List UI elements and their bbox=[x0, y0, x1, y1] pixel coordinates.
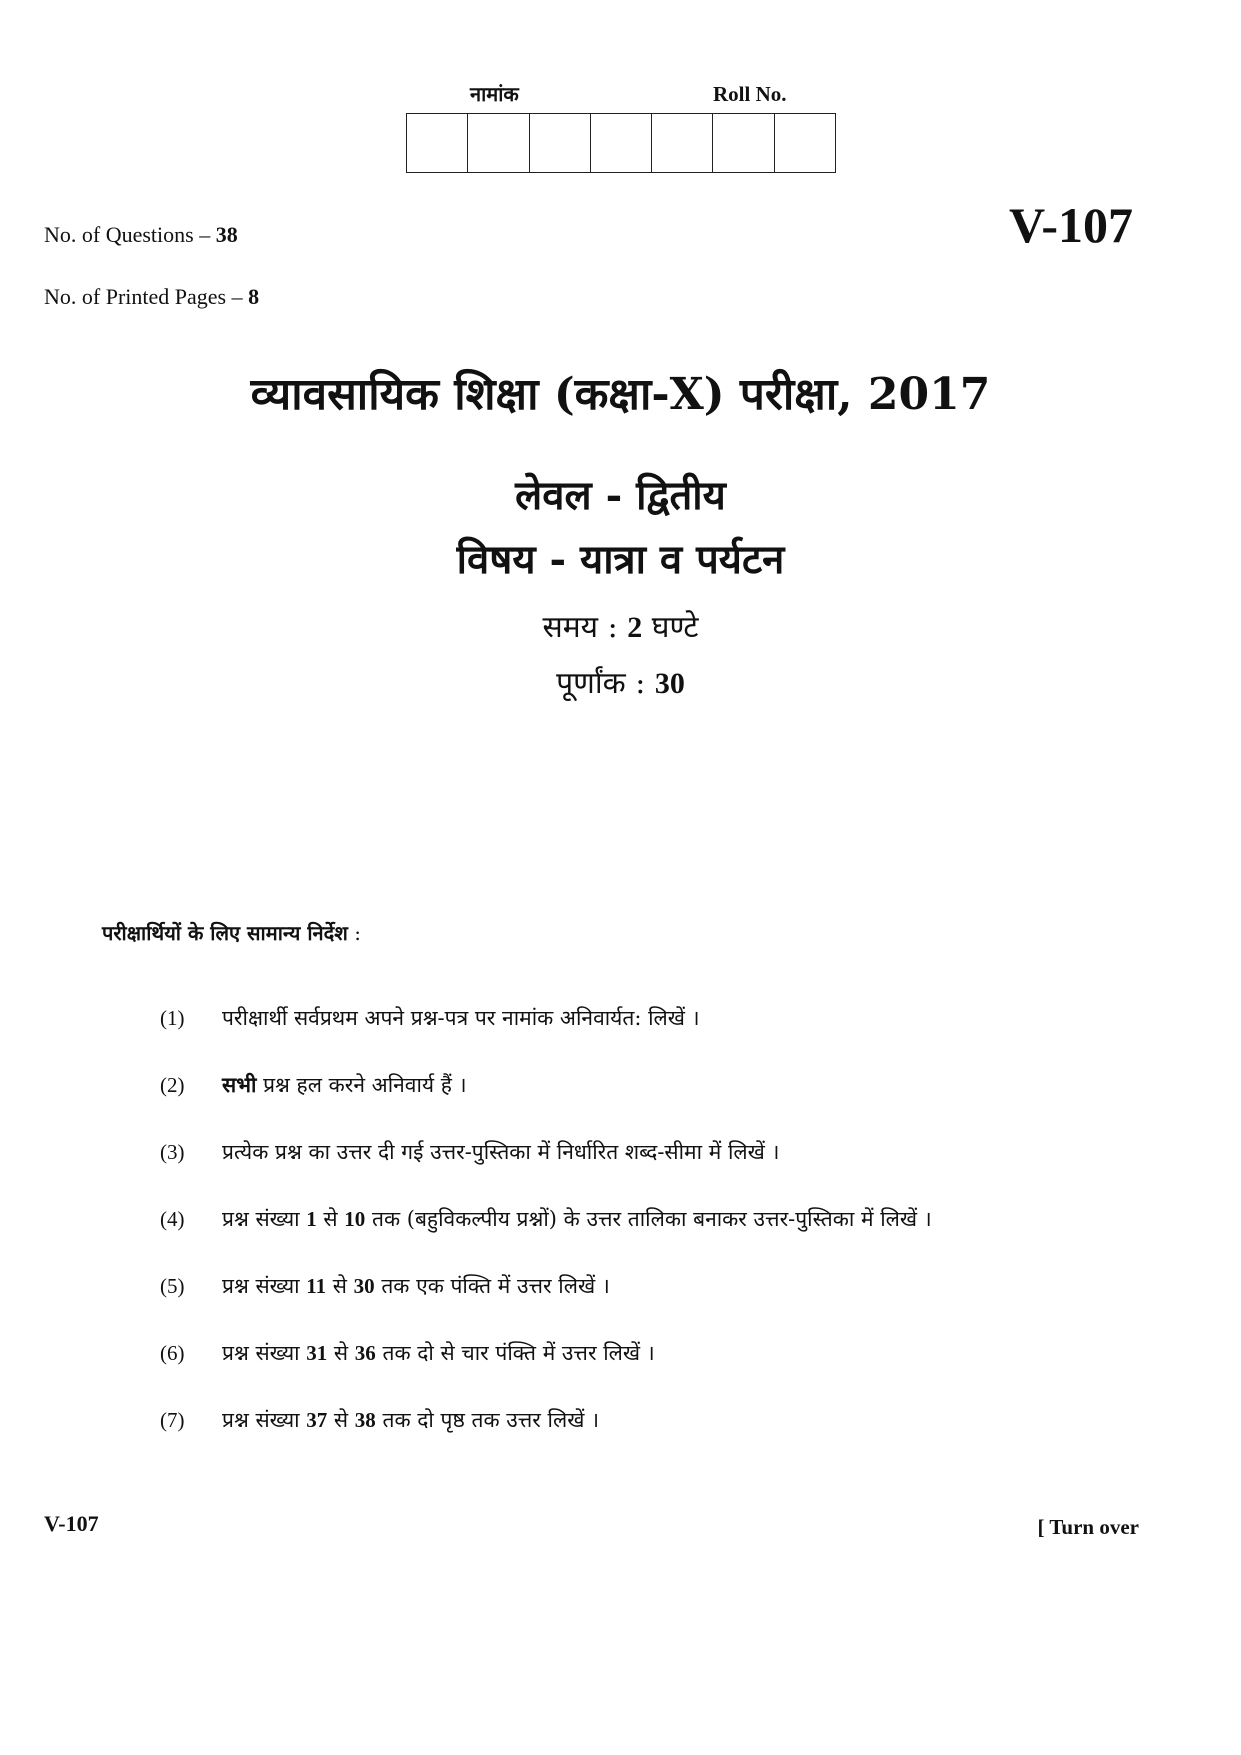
roll-digit-box[interactable] bbox=[407, 114, 468, 172]
instruction-text: तक दो पृष्ठ तक उत्तर लिखें । bbox=[375, 1408, 600, 1432]
instruction-item bbox=[160, 1272, 610, 1300]
pages-label: No. of Printed Pages – bbox=[44, 284, 249, 309]
instruction-number: (4) bbox=[160, 1207, 185, 1231]
instruction-text: से bbox=[316, 1207, 345, 1231]
instructions-heading-colon: : bbox=[347, 921, 361, 945]
roll-digit-box[interactable] bbox=[530, 114, 591, 172]
questions-label: No. of Questions – bbox=[44, 222, 216, 247]
instruction-emphasis: 36 bbox=[354, 1341, 376, 1365]
instruction-text: प्रश्न संख्या bbox=[222, 1341, 307, 1365]
instruction-item bbox=[160, 1406, 599, 1434]
instruction-text: प्रश्न संख्या bbox=[222, 1274, 307, 1298]
instruction-item bbox=[160, 1071, 467, 1099]
footer-paper-code: V-107 bbox=[44, 1511, 99, 1536]
instruction-text: से bbox=[327, 1341, 355, 1365]
instruction-number: (5) bbox=[160, 1274, 185, 1298]
instruction-number: (2) bbox=[160, 1073, 185, 1097]
instruction-emphasis: 38 bbox=[354, 1408, 376, 1432]
instruction-emphasis: 10 bbox=[344, 1207, 366, 1231]
instruction-text: से bbox=[327, 1408, 355, 1432]
questions-value: 38 bbox=[215, 222, 238, 247]
roll-label-hindi: नामांक bbox=[470, 82, 519, 106]
exam-time bbox=[0, 605, 1241, 646]
roll-digit-box[interactable] bbox=[775, 114, 835, 172]
instruction-number: (6) bbox=[160, 1341, 185, 1365]
time-label: समय : bbox=[542, 610, 628, 645]
time-unit: घण्टे bbox=[642, 610, 699, 645]
instruction-item bbox=[160, 1339, 655, 1367]
instruction-text: से bbox=[326, 1274, 354, 1298]
instruction-number: (7) bbox=[160, 1408, 185, 1432]
instruction-text: तक एक पंक्ति में उत्तर लिखें । bbox=[374, 1274, 610, 1298]
roll-label-english: Roll No. bbox=[713, 82, 787, 106]
instruction-text: प्रश्न संख्या bbox=[222, 1207, 307, 1231]
instructions-heading-text: परीक्षार्थियों के लिए सामान्य निर्देश bbox=[102, 921, 348, 945]
exam-title: व्यावसायिक शिक्षा (कक्षा-X) परीक्षा, 2017 bbox=[250, 369, 991, 420]
instruction-number: (3) bbox=[160, 1140, 185, 1164]
instruction-emphasis: 31 bbox=[306, 1341, 328, 1365]
turn-over-note: [ Turn over bbox=[1037, 1515, 1139, 1539]
exam-max-marks bbox=[0, 661, 1241, 702]
questions-count bbox=[44, 222, 238, 248]
time-value: 2 bbox=[627, 611, 643, 644]
roll-digit-box[interactable] bbox=[652, 114, 713, 172]
instruction-emphasis: 11 bbox=[306, 1274, 327, 1298]
instruction-item bbox=[160, 1004, 700, 1032]
instruction-text: प्रश्न हल करने अनिवार्य हैं । bbox=[256, 1073, 467, 1097]
instruction-text: प्रश्न संख्या bbox=[222, 1408, 307, 1432]
printed-pages-count bbox=[44, 284, 259, 310]
marks-value: 30 bbox=[654, 667, 685, 700]
instruction-item bbox=[160, 1138, 779, 1166]
instruction-text: परीक्षार्थी सर्वप्रथम अपने प्रश्न-पत्र पर नामांक अनिवार्यत: लिखें । bbox=[222, 1006, 700, 1030]
instruction-emphasis: 30 bbox=[353, 1274, 375, 1298]
roll-digit-box[interactable] bbox=[713, 114, 774, 172]
instruction-text: तक दो से चार पंक्ति में उत्तर लिखें । bbox=[375, 1341, 655, 1365]
roll-digit-box[interactable] bbox=[468, 114, 529, 172]
instruction-emphasis: 37 bbox=[306, 1408, 328, 1432]
roll-digit-box[interactable] bbox=[591, 114, 652, 172]
pages-value: 8 bbox=[248, 284, 260, 309]
instruction-emphasis: सभी bbox=[222, 1073, 257, 1097]
instruction-text: प्रत्येक प्रश्न का उत्तर दी गई उत्तर-पुस्तिका में निर्धारित शब्द-सीमा में लिखें । bbox=[222, 1140, 780, 1164]
exam-subject: विषय - यात्रा व पर्यटन bbox=[456, 536, 785, 583]
instruction-emphasis: 1 bbox=[306, 1207, 317, 1231]
roll-number-boxes bbox=[406, 113, 836, 173]
instruction-text: तक (बहुविकल्पीय प्रश्नों) के उत्तर तालिका बनाकर उत्तर-पुस्तिका में लिखें । bbox=[365, 1207, 932, 1231]
exam-level: लेवल - द्वितीय bbox=[515, 472, 726, 519]
instructions-heading bbox=[102, 919, 361, 946]
marks-label: पूर्णांक : bbox=[556, 666, 655, 701]
instruction-number: (1) bbox=[160, 1006, 185, 1030]
paper-code: V-107 bbox=[1008, 197, 1133, 253]
instruction-item bbox=[160, 1205, 932, 1233]
